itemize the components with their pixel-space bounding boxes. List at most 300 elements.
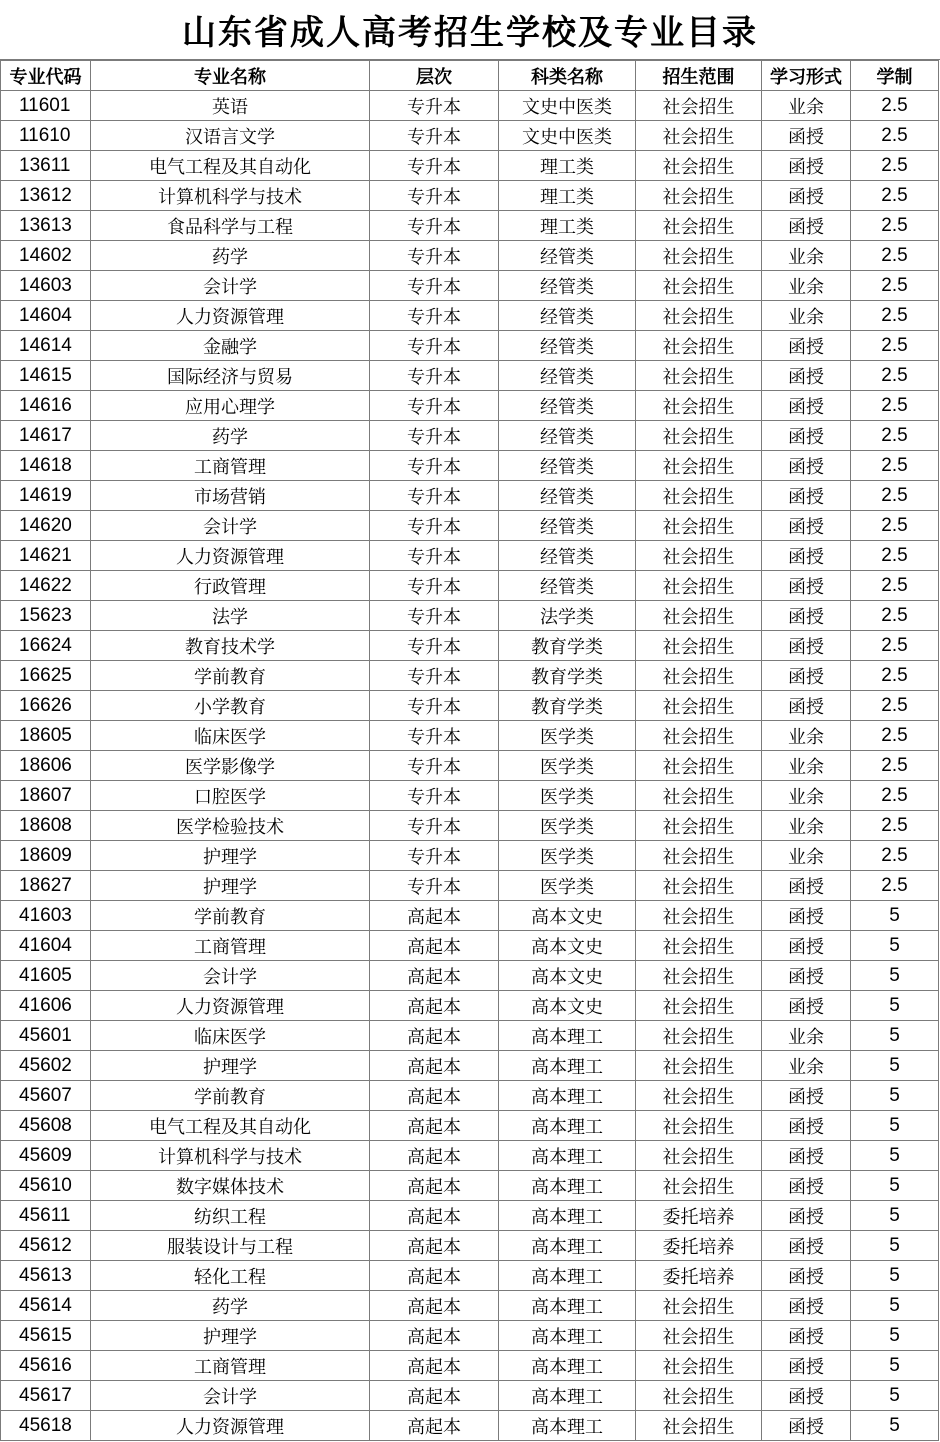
study-mode-cell: 函授 xyxy=(762,631,851,661)
study-mode-cell: 函授 xyxy=(762,1231,851,1261)
enrollment-scope-cell: 社会招生 xyxy=(636,1021,762,1051)
duration-cell: 2.5 xyxy=(851,361,939,391)
category-cell: 高本理工 xyxy=(499,1291,636,1321)
level-cell: 专升本 xyxy=(370,391,499,421)
category-cell: 教育学类 xyxy=(499,691,636,721)
study-mode-cell: 函授 xyxy=(762,511,851,541)
study-mode-cell: 函授 xyxy=(762,1351,851,1381)
enrollment-scope-cell: 社会招生 xyxy=(636,931,762,961)
table-row xyxy=(1,301,939,331)
enrollment-scope-cell: 社会招生 xyxy=(636,301,762,331)
major-code-cell: 45613 xyxy=(1,1261,91,1291)
enrollment-scope-cell: 委托培养 xyxy=(636,1201,762,1231)
category-cell: 理工类 xyxy=(499,181,636,211)
major-code-cell: 45615 xyxy=(1,1321,91,1351)
study-mode-cell: 函授 xyxy=(762,1321,851,1351)
category-cell: 教育学类 xyxy=(499,661,636,691)
major-name-cell: 食品科学与工程 xyxy=(91,211,370,241)
major-code-cell: 15623 xyxy=(1,601,91,631)
table-row xyxy=(1,241,939,271)
duration-cell: 5 xyxy=(851,961,939,991)
study-mode-cell: 函授 xyxy=(762,391,851,421)
category-cell: 高本理工 xyxy=(499,1171,636,1201)
major-name-cell: 工商管理 xyxy=(91,931,370,961)
major-code-cell: 45601 xyxy=(1,1021,91,1051)
study-mode-cell: 业余 xyxy=(762,1051,851,1081)
category-cell: 经管类 xyxy=(499,421,636,451)
category-cell: 经管类 xyxy=(499,301,636,331)
duration-cell: 2.5 xyxy=(851,541,939,571)
category-cell: 经管类 xyxy=(499,511,636,541)
column-header: 招生范围 xyxy=(636,61,762,91)
major-code-cell: 14615 xyxy=(1,361,91,391)
enrollment-scope-cell: 社会招生 xyxy=(636,1411,762,1441)
enrollment-scope-cell: 委托培养 xyxy=(636,1231,762,1261)
enrollment-scope-cell: 社会招生 xyxy=(636,481,762,511)
major-code-cell: 13613 xyxy=(1,211,91,241)
category-cell: 医学类 xyxy=(499,781,636,811)
enrollment-scope-cell: 社会招生 xyxy=(636,1141,762,1171)
duration-cell: 2.5 xyxy=(851,301,939,331)
duration-cell: 5 xyxy=(851,1321,939,1351)
category-cell: 医学类 xyxy=(499,721,636,751)
major-code-cell: 45617 xyxy=(1,1381,91,1411)
study-mode-cell: 函授 xyxy=(762,1171,851,1201)
category-cell: 高本理工 xyxy=(499,1411,636,1441)
level-cell: 高起本 xyxy=(370,1231,499,1261)
enrollment-scope-cell: 社会招生 xyxy=(636,271,762,301)
enrollment-scope-cell: 社会招生 xyxy=(636,841,762,871)
major-name-cell: 药学 xyxy=(91,1291,370,1321)
major-code-cell: 41606 xyxy=(1,991,91,1021)
major-code-cell: 18606 xyxy=(1,751,91,781)
study-mode-cell: 业余 xyxy=(762,241,851,271)
level-cell: 专升本 xyxy=(370,661,499,691)
enrollment-scope-cell: 社会招生 xyxy=(636,91,762,121)
table-row xyxy=(1,271,939,301)
major-code-cell: 18627 xyxy=(1,871,91,901)
duration-cell: 5 xyxy=(851,1171,939,1201)
category-cell: 高本文史 xyxy=(499,991,636,1021)
table-row xyxy=(1,871,939,901)
level-cell: 专升本 xyxy=(370,571,499,601)
table-row xyxy=(1,1291,939,1321)
table-row xyxy=(1,721,939,751)
major-name-cell: 护理学 xyxy=(91,841,370,871)
table-row xyxy=(1,541,939,571)
study-mode-cell: 函授 xyxy=(762,961,851,991)
study-mode-cell: 函授 xyxy=(762,991,851,1021)
duration-cell: 2.5 xyxy=(851,421,939,451)
study-mode-cell: 函授 xyxy=(762,211,851,241)
major-name-cell: 电气工程及其自动化 xyxy=(91,1111,370,1141)
enrollment-scope-cell: 社会招生 xyxy=(636,1381,762,1411)
major-name-cell: 国际经济与贸易 xyxy=(91,361,370,391)
major-code-cell: 11610 xyxy=(1,121,91,151)
major-code-cell: 14622 xyxy=(1,571,91,601)
level-cell: 专升本 xyxy=(370,271,499,301)
duration-cell: 5 xyxy=(851,1261,939,1291)
enrollment-scope-cell: 社会招生 xyxy=(636,571,762,601)
major-name-cell: 计算机科学与技术 xyxy=(91,1141,370,1171)
enrollment-scope-cell: 委托培养 xyxy=(636,1261,762,1291)
study-mode-cell: 业余 xyxy=(762,1021,851,1051)
study-mode-cell: 业余 xyxy=(762,721,851,751)
level-cell: 专升本 xyxy=(370,691,499,721)
major-name-cell: 学前教育 xyxy=(91,901,370,931)
table-row xyxy=(1,991,939,1021)
level-cell: 专升本 xyxy=(370,301,499,331)
major-code-cell: 45608 xyxy=(1,1111,91,1141)
level-cell: 高起本 xyxy=(370,1081,499,1111)
study-mode-cell: 函授 xyxy=(762,871,851,901)
table-row xyxy=(1,121,939,151)
enrollment-scope-cell: 社会招生 xyxy=(636,751,762,781)
level-cell: 高起本 xyxy=(370,1021,499,1051)
major-name-cell: 学前教育 xyxy=(91,661,370,691)
study-mode-cell: 函授 xyxy=(762,901,851,931)
duration-cell: 2.5 xyxy=(851,331,939,361)
major-catalog-table xyxy=(0,60,939,1441)
level-cell: 专升本 xyxy=(370,541,499,571)
duration-cell: 2.5 xyxy=(851,661,939,691)
table-row xyxy=(1,691,939,721)
major-code-cell: 18607 xyxy=(1,781,91,811)
major-name-cell: 工商管理 xyxy=(91,1351,370,1381)
category-cell: 理工类 xyxy=(499,151,636,181)
level-cell: 专升本 xyxy=(370,151,499,181)
enrollment-scope-cell: 社会招生 xyxy=(636,541,762,571)
category-cell: 经管类 xyxy=(499,391,636,421)
level-cell: 专升本 xyxy=(370,91,499,121)
table-row xyxy=(1,91,939,121)
category-cell: 理工类 xyxy=(499,211,636,241)
level-cell: 高起本 xyxy=(370,1321,499,1351)
table-row xyxy=(1,1141,939,1171)
major-name-cell: 数字媒体技术 xyxy=(91,1171,370,1201)
table-row xyxy=(1,1201,939,1231)
major-name-cell: 人力资源管理 xyxy=(91,991,370,1021)
study-mode-cell: 函授 xyxy=(762,151,851,181)
enrollment-scope-cell: 社会招生 xyxy=(636,511,762,541)
major-code-cell: 14616 xyxy=(1,391,91,421)
major-name-cell: 行政管理 xyxy=(91,571,370,601)
duration-cell: 5 xyxy=(851,1111,939,1141)
major-name-cell: 金融学 xyxy=(91,331,370,361)
category-cell: 经管类 xyxy=(499,271,636,301)
study-mode-cell: 函授 xyxy=(762,601,851,631)
level-cell: 专升本 xyxy=(370,811,499,841)
major-code-cell: 14619 xyxy=(1,481,91,511)
duration-cell: 2.5 xyxy=(851,151,939,181)
category-cell: 高本理工 xyxy=(499,1081,636,1111)
major-name-cell: 纺织工程 xyxy=(91,1201,370,1231)
study-mode-cell: 函授 xyxy=(762,481,851,511)
category-cell: 医学类 xyxy=(499,751,636,781)
level-cell: 专升本 xyxy=(370,421,499,451)
major-code-cell: 45602 xyxy=(1,1051,91,1081)
table-row xyxy=(1,1021,939,1051)
major-name-cell: 英语 xyxy=(91,91,370,121)
duration-cell: 5 xyxy=(851,1021,939,1051)
duration-cell: 5 xyxy=(851,901,939,931)
duration-cell: 2.5 xyxy=(851,721,939,751)
enrollment-scope-cell: 社会招生 xyxy=(636,871,762,901)
category-cell: 文史中医类 xyxy=(499,91,636,121)
duration-cell: 5 xyxy=(851,1351,939,1381)
table-row xyxy=(1,1081,939,1111)
category-cell: 高本理工 xyxy=(499,1261,636,1291)
duration-cell: 5 xyxy=(851,1201,939,1231)
enrollment-scope-cell: 社会招生 xyxy=(636,691,762,721)
enrollment-scope-cell: 社会招生 xyxy=(636,631,762,661)
major-name-cell: 轻化工程 xyxy=(91,1261,370,1291)
major-name-cell: 市场营销 xyxy=(91,481,370,511)
study-mode-cell: 业余 xyxy=(762,811,851,841)
level-cell: 高起本 xyxy=(370,931,499,961)
table-row xyxy=(1,571,939,601)
table-row xyxy=(1,451,939,481)
level-cell: 高起本 xyxy=(370,901,499,931)
category-cell: 经管类 xyxy=(499,331,636,361)
study-mode-cell: 业余 xyxy=(762,841,851,871)
major-name-cell: 电气工程及其自动化 xyxy=(91,151,370,181)
enrollment-scope-cell: 社会招生 xyxy=(636,781,762,811)
duration-cell: 2.5 xyxy=(851,571,939,601)
enrollment-scope-cell: 社会招生 xyxy=(636,721,762,751)
table-row xyxy=(1,1381,939,1411)
category-cell: 高本理工 xyxy=(499,1141,636,1171)
category-cell: 高本理工 xyxy=(499,1021,636,1051)
level-cell: 高起本 xyxy=(370,961,499,991)
major-code-cell: 14602 xyxy=(1,241,91,271)
study-mode-cell: 函授 xyxy=(762,121,851,151)
duration-cell: 2.5 xyxy=(851,271,939,301)
major-name-cell: 应用心理学 xyxy=(91,391,370,421)
duration-cell: 2.5 xyxy=(851,751,939,781)
level-cell: 专升本 xyxy=(370,781,499,811)
enrollment-scope-cell: 社会招生 xyxy=(636,901,762,931)
table-row xyxy=(1,1411,939,1441)
study-mode-cell: 业余 xyxy=(762,781,851,811)
major-code-cell: 14604 xyxy=(1,301,91,331)
category-cell: 法学类 xyxy=(499,601,636,631)
level-cell: 专升本 xyxy=(370,181,499,211)
enrollment-scope-cell: 社会招生 xyxy=(636,811,762,841)
major-name-cell: 护理学 xyxy=(91,871,370,901)
table-row xyxy=(1,1231,939,1261)
duration-cell: 5 xyxy=(851,1051,939,1081)
major-name-cell: 药学 xyxy=(91,241,370,271)
category-cell: 高本理工 xyxy=(499,1351,636,1381)
enrollment-scope-cell: 社会招生 xyxy=(636,601,762,631)
duration-cell: 2.5 xyxy=(851,91,939,121)
duration-cell: 5 xyxy=(851,1411,939,1441)
level-cell: 专升本 xyxy=(370,751,499,781)
level-cell: 专升本 xyxy=(370,211,499,241)
major-code-cell: 18605 xyxy=(1,721,91,751)
major-code-cell: 16626 xyxy=(1,691,91,721)
table-row xyxy=(1,391,939,421)
major-name-cell: 计算机科学与技术 xyxy=(91,181,370,211)
level-cell: 专升本 xyxy=(370,631,499,661)
enrollment-scope-cell: 社会招生 xyxy=(636,121,762,151)
major-code-cell: 13612 xyxy=(1,181,91,211)
table-row xyxy=(1,1351,939,1381)
category-cell: 高本理工 xyxy=(499,1321,636,1351)
major-code-cell: 45610 xyxy=(1,1171,91,1201)
study-mode-cell: 函授 xyxy=(762,1291,851,1321)
duration-cell: 2.5 xyxy=(851,811,939,841)
level-cell: 专升本 xyxy=(370,511,499,541)
table-row xyxy=(1,661,939,691)
major-code-cell: 45616 xyxy=(1,1351,91,1381)
major-code-cell: 45618 xyxy=(1,1411,91,1441)
major-code-cell: 41604 xyxy=(1,931,91,961)
study-mode-cell: 函授 xyxy=(762,661,851,691)
major-code-cell: 45611 xyxy=(1,1201,91,1231)
major-code-cell: 45607 xyxy=(1,1081,91,1111)
level-cell: 高起本 xyxy=(370,1351,499,1381)
level-cell: 高起本 xyxy=(370,1171,499,1201)
table-header-row xyxy=(1,61,939,91)
duration-cell: 2.5 xyxy=(851,391,939,421)
level-cell: 专升本 xyxy=(370,121,499,151)
study-mode-cell: 业余 xyxy=(762,271,851,301)
duration-cell: 2.5 xyxy=(851,451,939,481)
study-mode-cell: 函授 xyxy=(762,691,851,721)
enrollment-scope-cell: 社会招生 xyxy=(636,1171,762,1201)
level-cell: 专升本 xyxy=(370,451,499,481)
category-cell: 医学类 xyxy=(499,871,636,901)
column-header: 层次 xyxy=(370,61,499,91)
table-row xyxy=(1,1051,939,1081)
level-cell: 专升本 xyxy=(370,601,499,631)
level-cell: 专升本 xyxy=(370,241,499,271)
major-code-cell: 45612 xyxy=(1,1231,91,1261)
duration-cell: 5 xyxy=(851,1381,939,1411)
study-mode-cell: 函授 xyxy=(762,1261,851,1291)
study-mode-cell: 函授 xyxy=(762,1111,851,1141)
table-row xyxy=(1,1321,939,1351)
enrollment-scope-cell: 社会招生 xyxy=(636,1291,762,1321)
enrollment-scope-cell: 社会招生 xyxy=(636,391,762,421)
duration-cell: 5 xyxy=(851,1081,939,1111)
level-cell: 高起本 xyxy=(370,1261,499,1291)
category-cell: 经管类 xyxy=(499,241,636,271)
enrollment-scope-cell: 社会招生 xyxy=(636,241,762,271)
table-row xyxy=(1,331,939,361)
major-code-cell: 14614 xyxy=(1,331,91,361)
enrollment-scope-cell: 社会招生 xyxy=(636,151,762,181)
duration-cell: 2.5 xyxy=(851,181,939,211)
major-name-cell: 口腔医学 xyxy=(91,781,370,811)
table-row xyxy=(1,151,939,181)
major-name-cell: 人力资源管理 xyxy=(91,1411,370,1441)
enrollment-scope-cell: 社会招生 xyxy=(636,1111,762,1141)
table-row xyxy=(1,601,939,631)
category-cell: 高本理工 xyxy=(499,1051,636,1081)
table-row xyxy=(1,1261,939,1291)
duration-cell: 2.5 xyxy=(851,481,939,511)
enrollment-scope-cell: 社会招生 xyxy=(636,991,762,1021)
major-name-cell: 会计学 xyxy=(91,961,370,991)
level-cell: 专升本 xyxy=(370,871,499,901)
enrollment-scope-cell: 社会招生 xyxy=(636,331,762,361)
category-cell: 经管类 xyxy=(499,541,636,571)
major-name-cell: 医学影像学 xyxy=(91,751,370,781)
major-code-cell: 14618 xyxy=(1,451,91,481)
duration-cell: 5 xyxy=(851,1141,939,1171)
major-code-cell: 41603 xyxy=(1,901,91,931)
level-cell: 高起本 xyxy=(370,1381,499,1411)
duration-cell: 5 xyxy=(851,931,939,961)
duration-cell: 2.5 xyxy=(851,511,939,541)
category-cell: 医学类 xyxy=(499,811,636,841)
level-cell: 高起本 xyxy=(370,991,499,1021)
category-cell: 经管类 xyxy=(499,451,636,481)
major-name-cell: 人力资源管理 xyxy=(91,301,370,331)
level-cell: 高起本 xyxy=(370,1411,499,1441)
table-row xyxy=(1,211,939,241)
major-code-cell: 18609 xyxy=(1,841,91,871)
table-row xyxy=(1,1171,939,1201)
table-row xyxy=(1,901,939,931)
study-mode-cell: 函授 xyxy=(762,1411,851,1441)
study-mode-cell: 函授 xyxy=(762,1141,851,1171)
enrollment-scope-cell: 社会招生 xyxy=(636,1051,762,1081)
major-code-cell: 45614 xyxy=(1,1291,91,1321)
study-mode-cell: 业余 xyxy=(762,751,851,781)
enrollment-scope-cell: 社会招生 xyxy=(636,1081,762,1111)
table-row xyxy=(1,481,939,511)
duration-cell: 5 xyxy=(851,1231,939,1261)
study-mode-cell: 函授 xyxy=(762,571,851,601)
table-row xyxy=(1,811,939,841)
level-cell: 专升本 xyxy=(370,361,499,391)
category-cell: 经管类 xyxy=(499,361,636,391)
enrollment-scope-cell: 社会招生 xyxy=(636,211,762,241)
level-cell: 高起本 xyxy=(370,1111,499,1141)
major-code-cell: 18608 xyxy=(1,811,91,841)
level-cell: 专升本 xyxy=(370,841,499,871)
duration-cell: 2.5 xyxy=(851,841,939,871)
duration-cell: 2.5 xyxy=(851,211,939,241)
major-code-cell: 14603 xyxy=(1,271,91,301)
major-name-cell: 临床医学 xyxy=(91,1021,370,1051)
duration-cell: 2.5 xyxy=(851,871,939,901)
column-header: 专业名称 xyxy=(91,61,370,91)
major-name-cell: 药学 xyxy=(91,421,370,451)
enrollment-scope-cell: 社会招生 xyxy=(636,421,762,451)
category-cell: 文史中医类 xyxy=(499,121,636,151)
major-code-cell: 16625 xyxy=(1,661,91,691)
major-name-cell: 人力资源管理 xyxy=(91,541,370,571)
category-cell: 高本理工 xyxy=(499,1111,636,1141)
column-header: 专业代码 xyxy=(1,61,91,91)
enrollment-scope-cell: 社会招生 xyxy=(636,361,762,391)
duration-cell: 2.5 xyxy=(851,241,939,271)
study-mode-cell: 函授 xyxy=(762,1201,851,1231)
major-code-cell: 14620 xyxy=(1,511,91,541)
study-mode-cell: 函授 xyxy=(762,541,851,571)
table-row xyxy=(1,361,939,391)
page-title: 山东省成人高考招生学校及专业目录 xyxy=(0,0,940,60)
enrollment-scope-cell: 社会招生 xyxy=(636,661,762,691)
major-name-cell: 临床医学 xyxy=(91,721,370,751)
major-name-cell: 教育技术学 xyxy=(91,631,370,661)
category-cell: 高本文史 xyxy=(499,931,636,961)
